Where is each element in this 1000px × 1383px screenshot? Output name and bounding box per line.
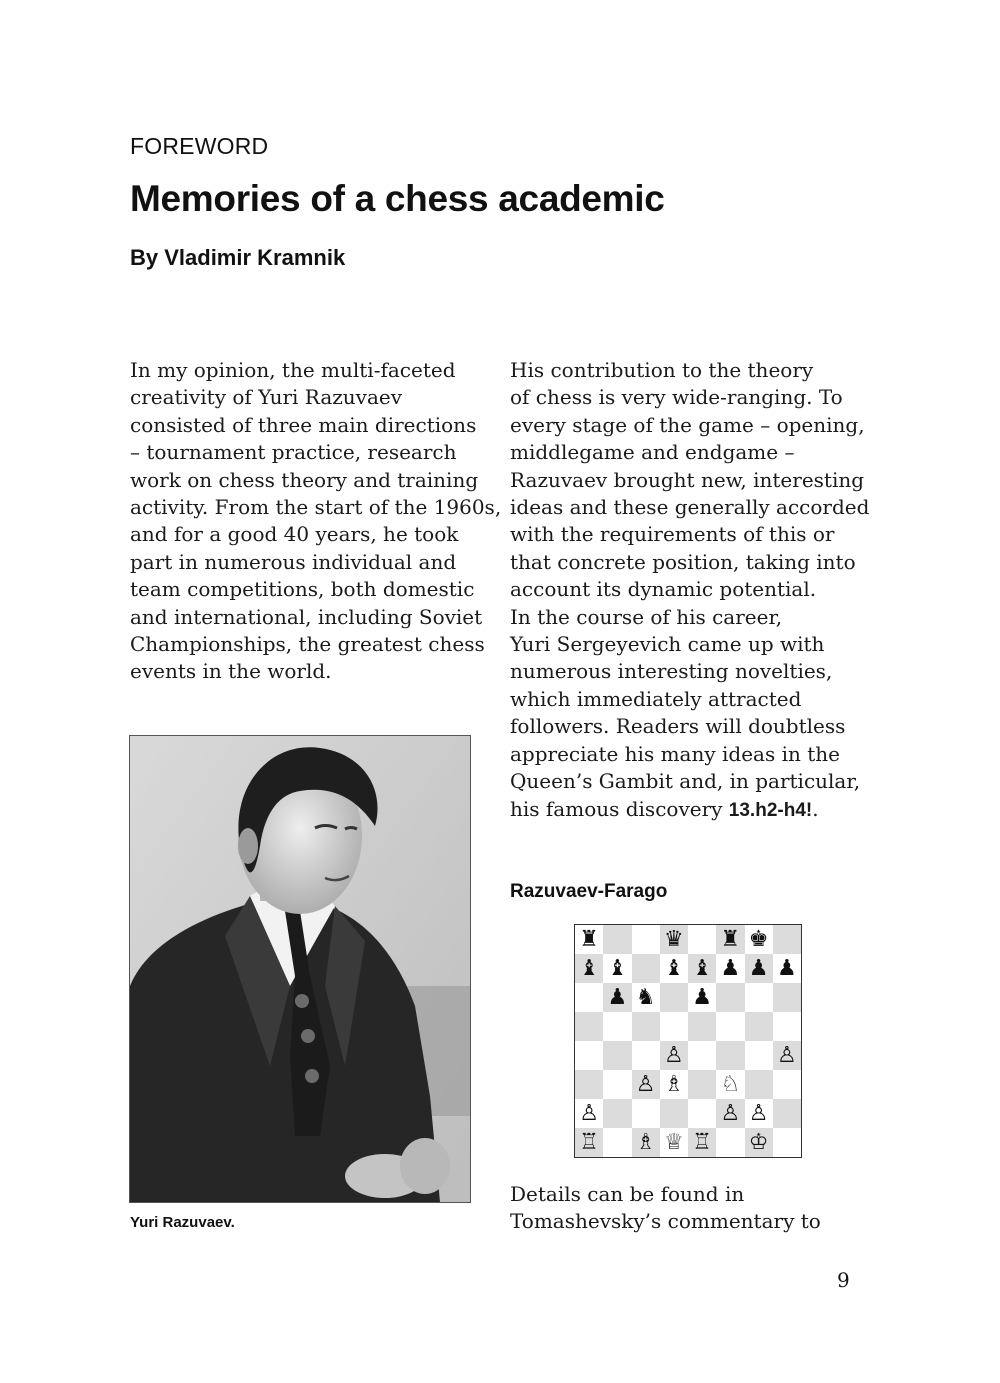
text-line <box>510 796 869 824</box>
board-square <box>688 983 716 1012</box>
white-knight-icon: ♘ <box>720 1071 741 1097</box>
text-line: which immediately attracted <box>510 686 802 711</box>
board-square <box>575 1128 603 1157</box>
board-square <box>745 925 773 954</box>
text-line: Championships, the greatest chess <box>130 632 485 657</box>
board-square <box>773 954 801 983</box>
board-square <box>575 1012 603 1041</box>
white-queen-icon: ♕ <box>664 1129 684 1155</box>
board-square <box>688 954 716 983</box>
board-square <box>716 1070 744 1099</box>
board-square <box>575 954 603 983</box>
text-line: Details can be found in <box>510 1182 745 1206</box>
black-pawn-icon: ♟ <box>720 955 741 981</box>
board-square <box>745 1099 773 1128</box>
board-square <box>773 1099 801 1128</box>
text-line: Tomashevsky’s commentary to <box>510 1209 821 1234</box>
black-pawn-icon: ♟ <box>607 984 628 1010</box>
black-pawn-icon: ♟ <box>692 984 712 1010</box>
text-fragment: his famous discovery <box>510 796 729 821</box>
text-line: Queen’s Gambit and, in particular, <box>510 769 861 794</box>
page-title: Memories of a chess academic <box>130 178 665 219</box>
text-line: Razuvaev brought new, interesting <box>510 467 865 492</box>
board-square <box>632 1012 660 1041</box>
board-square <box>688 1099 716 1128</box>
right-column-paragraph <box>510 357 869 824</box>
board-square <box>745 1070 773 1099</box>
board-square <box>688 1041 716 1070</box>
black-pawn-icon: ♟ <box>748 955 769 981</box>
board-square <box>575 925 603 954</box>
board-square <box>603 1070 631 1099</box>
text-line: – tournament practice, research <box>130 440 457 465</box>
text-line: part in numerous individual and <box>130 549 457 574</box>
board-square <box>773 925 801 954</box>
board-square <box>745 1012 773 1041</box>
white-bishop-icon: ♗ <box>664 1071 684 1097</box>
board-square <box>716 925 744 954</box>
board-square <box>660 1012 688 1041</box>
board-square <box>688 1012 716 1041</box>
board-square <box>660 1070 688 1099</box>
text-line: and international, including Soviet <box>130 604 483 629</box>
board-square <box>716 1128 744 1157</box>
text-line: ideas and these generally accorded <box>510 495 870 520</box>
black-king-icon: ♚ <box>748 926 769 952</box>
white-pawn-icon: ♙ <box>748 1100 769 1126</box>
right-column-continuation <box>510 1181 821 1236</box>
board-square <box>575 1041 603 1070</box>
text-line: In the course of his career, <box>510 604 783 629</box>
text-line: numerous interesting novelties, <box>510 659 833 684</box>
text-line: His contribution to the theory <box>510 358 814 382</box>
photo-caption: Yuri Razuvaev. <box>130 1214 235 1231</box>
board-square <box>745 1128 773 1157</box>
text-line: every stage of the game – opening, <box>510 412 865 437</box>
black-queen-icon: ♛ <box>664 926 684 952</box>
black-knight-icon: ♞ <box>635 984 656 1010</box>
text-line: consisted of three main directions <box>130 412 477 437</box>
black-bishop-icon: ♝ <box>692 955 712 981</box>
left-column-paragraph <box>130 357 501 686</box>
chess-board <box>574 924 802 1158</box>
white-rook-icon: ♖ <box>692 1129 712 1155</box>
board-square <box>603 1128 631 1157</box>
board-square <box>660 1099 688 1128</box>
white-pawn-icon: ♙ <box>579 1100 599 1126</box>
black-pawn-icon: ♟ <box>777 955 797 981</box>
board-square <box>660 954 688 983</box>
board-square <box>688 1128 716 1157</box>
text-line: of chess is very wide-ranging. To <box>510 385 843 410</box>
board-square <box>773 1041 801 1070</box>
text-line: account its dynamic potential. <box>510 577 817 602</box>
board-square <box>745 983 773 1012</box>
board-square <box>660 1128 688 1157</box>
board-square <box>688 1070 716 1099</box>
board-square <box>603 1012 631 1041</box>
black-rook-icon: ♜ <box>579 926 599 952</box>
white-pawn-icon: ♙ <box>777 1042 797 1068</box>
board-square <box>660 1041 688 1070</box>
board-square <box>716 983 744 1012</box>
text-line: followers. Readers will doubtless <box>510 714 846 739</box>
board-square <box>773 1012 801 1041</box>
text-line: creativity of Yuri Razuvaev <box>130 385 403 410</box>
white-rook-icon: ♖ <box>579 1129 599 1155</box>
board-square <box>632 925 660 954</box>
board-square <box>603 1041 631 1070</box>
board-square <box>575 1099 603 1128</box>
black-bishop-icon: ♝ <box>607 955 628 981</box>
byline: By Vladimir Kramnik <box>130 245 346 270</box>
white-pawn-icon: ♙ <box>635 1071 656 1097</box>
board-square <box>632 1041 660 1070</box>
board-square <box>575 1070 603 1099</box>
board-square <box>575 983 603 1012</box>
text-line: with the requirements of this or <box>510 522 835 547</box>
board-square <box>603 925 631 954</box>
black-rook-icon: ♜ <box>720 926 741 952</box>
black-bishop-icon: ♝ <box>579 955 599 981</box>
white-pawn-icon: ♙ <box>664 1042 684 1068</box>
portrait-photo <box>129 735 471 1203</box>
board-square <box>773 1070 801 1099</box>
text-line: activity. From the start of the 1960s, <box>130 495 502 520</box>
text-line: work on chess theory and training <box>130 467 479 492</box>
page-number: 9 <box>837 1268 850 1292</box>
section-label: FOREWORD <box>130 133 269 159</box>
board-square <box>688 925 716 954</box>
black-bishop-icon: ♝ <box>664 955 684 981</box>
text-line: middlegame and endgame – <box>510 440 795 465</box>
board-square <box>632 983 660 1012</box>
board-square <box>745 1041 773 1070</box>
text-line: appreciate his many ideas in the <box>510 741 840 766</box>
board-square <box>660 925 688 954</box>
text-fragment: . <box>812 796 819 821</box>
white-pawn-icon: ♙ <box>720 1100 741 1126</box>
board-square <box>603 983 631 1012</box>
board-square <box>773 1128 801 1157</box>
board-square <box>773 983 801 1012</box>
chess-move: 13.h2-h4! <box>728 799 813 821</box>
board-square <box>660 983 688 1012</box>
board-square <box>603 1099 631 1128</box>
white-king-icon: ♔ <box>748 1129 769 1155</box>
board-square <box>603 954 631 983</box>
board-square <box>716 1041 744 1070</box>
board-square <box>716 954 744 983</box>
board-square <box>716 1099 744 1128</box>
board-square <box>745 954 773 983</box>
text-line: team competitions, both domestic <box>130 577 475 602</box>
text-line: Yuri Sergeyevich came up with <box>510 632 825 657</box>
diagram-title: Razuvaev-Farago <box>510 881 668 902</box>
text-line: and for a good 40 years, he took <box>130 522 459 547</box>
board-square <box>632 1099 660 1128</box>
board-square <box>632 1070 660 1099</box>
board-square <box>716 1012 744 1041</box>
text-line: events in the world. <box>130 659 332 684</box>
board-square <box>632 1128 660 1157</box>
text-line: that concrete position, taking into <box>510 549 856 574</box>
white-bishop-icon: ♗ <box>635 1129 656 1155</box>
portrait-illustration <box>130 736 470 1202</box>
text-line: In my opinion, the multi-faceted <box>130 358 456 382</box>
board-square <box>632 954 660 983</box>
